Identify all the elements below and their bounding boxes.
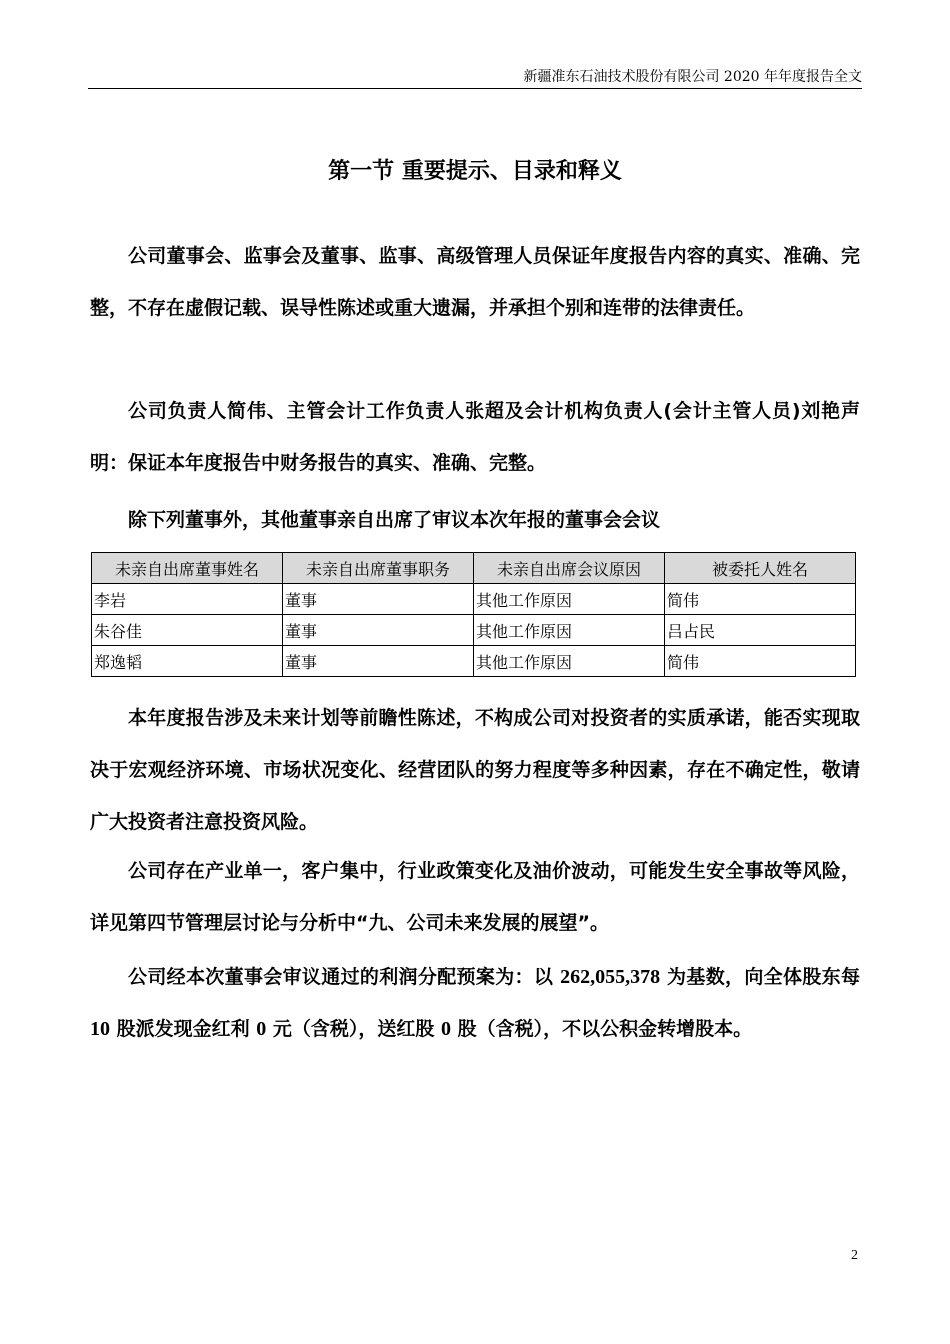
section-title: 第一节 重要提示、目录和释义: [328, 159, 622, 184]
paragraph-profit-distribution: [90, 951, 860, 1055]
paragraph-forward-looking: 本年度报告涉及未来计划等前瞻性陈述，不构成公司对投资者的实质承诺，能否实现取决于宏观经济环境、市场状况变化、经营团队的努力程度等多种因素，存在不确定性，敬请广大投资者注意投资风险。: [90, 707, 860, 833]
table-row: [92, 646, 856, 677]
paragraph-responsible-persons: 公司负责人简伟、主管会计工作负责人张超及会计机构负责人(会计主管人员)刘艳声明：保证本年度报告中财务报告的真实、准确、完整。: [90, 400, 860, 474]
text-segment: 为基数，向全体股东每: [660, 966, 860, 988]
table-header-cell: 被委托人姓名: [665, 553, 856, 584]
paragraph-absent-directors-intro: 除下列董事外，其他董事亲自出席了审议本次年报的董事会会议: [128, 509, 661, 531]
table-cell: 其他工作原因: [474, 646, 665, 677]
table-cell: 郑逸韬: [92, 646, 283, 677]
cash-dividend-value: 0: [256, 1018, 267, 1040]
text-segment: 元（含税），送红股: [266, 1018, 441, 1040]
page-number: 2: [851, 1248, 858, 1263]
paragraph-board-guarantee: 公司董事会、监事会及董事、监事、高级管理人员保证年度报告内容的真实、准确、完整，不存在虚假记载、误导性陈述或重大遗漏，并承担个别和连带的法律责任。: [90, 245, 860, 319]
table-cell: 简伟: [665, 584, 856, 615]
paragraph-risks: 公司存在产业单一，客户集中，行业政策变化及油价波动，可能发生安全事故等风险，详见第四节管理层讨论与分析中“九、公司未来发展的展望”。: [90, 860, 860, 934]
text-segment: 股派发现金红利: [110, 1018, 257, 1040]
per-shares-value: 10: [90, 1018, 110, 1040]
table-cell: 朱谷佳: [92, 615, 283, 646]
table-cell: 李岩: [92, 584, 283, 615]
table-cell: 其他工作原因: [474, 584, 665, 615]
bonus-shares-value: 0: [440, 1018, 451, 1040]
table-cell: 董事: [283, 646, 474, 677]
header-divider: [88, 88, 862, 89]
table-cell: 吕占民: [665, 615, 856, 646]
document-header: 新疆准东石油技术股份有限公司 2020 年年度报告全文: [523, 69, 862, 85]
table-header-cell: 未亲自出席会议原因: [474, 553, 665, 584]
absent-directors-table: [91, 552, 856, 677]
text-segment: 公司经本次董事会审议通过的利润分配预案为：以: [128, 966, 561, 988]
table-cell: 董事: [283, 584, 474, 615]
table-header-cell: 未亲自出席董事姓名: [92, 553, 283, 584]
share-base-value: 262,055,378: [560, 966, 661, 988]
table-cell: 简伟: [665, 646, 856, 677]
text-segment: 股（含税），不以公积金转增股本。: [450, 1018, 753, 1040]
table-header-cell: 未亲自出席董事职务: [283, 553, 474, 584]
table-header-row: [92, 553, 856, 584]
table-row: [92, 615, 856, 646]
table-cell: 董事: [283, 615, 474, 646]
table-row: [92, 584, 856, 615]
table-cell: 其他工作原因: [474, 615, 665, 646]
